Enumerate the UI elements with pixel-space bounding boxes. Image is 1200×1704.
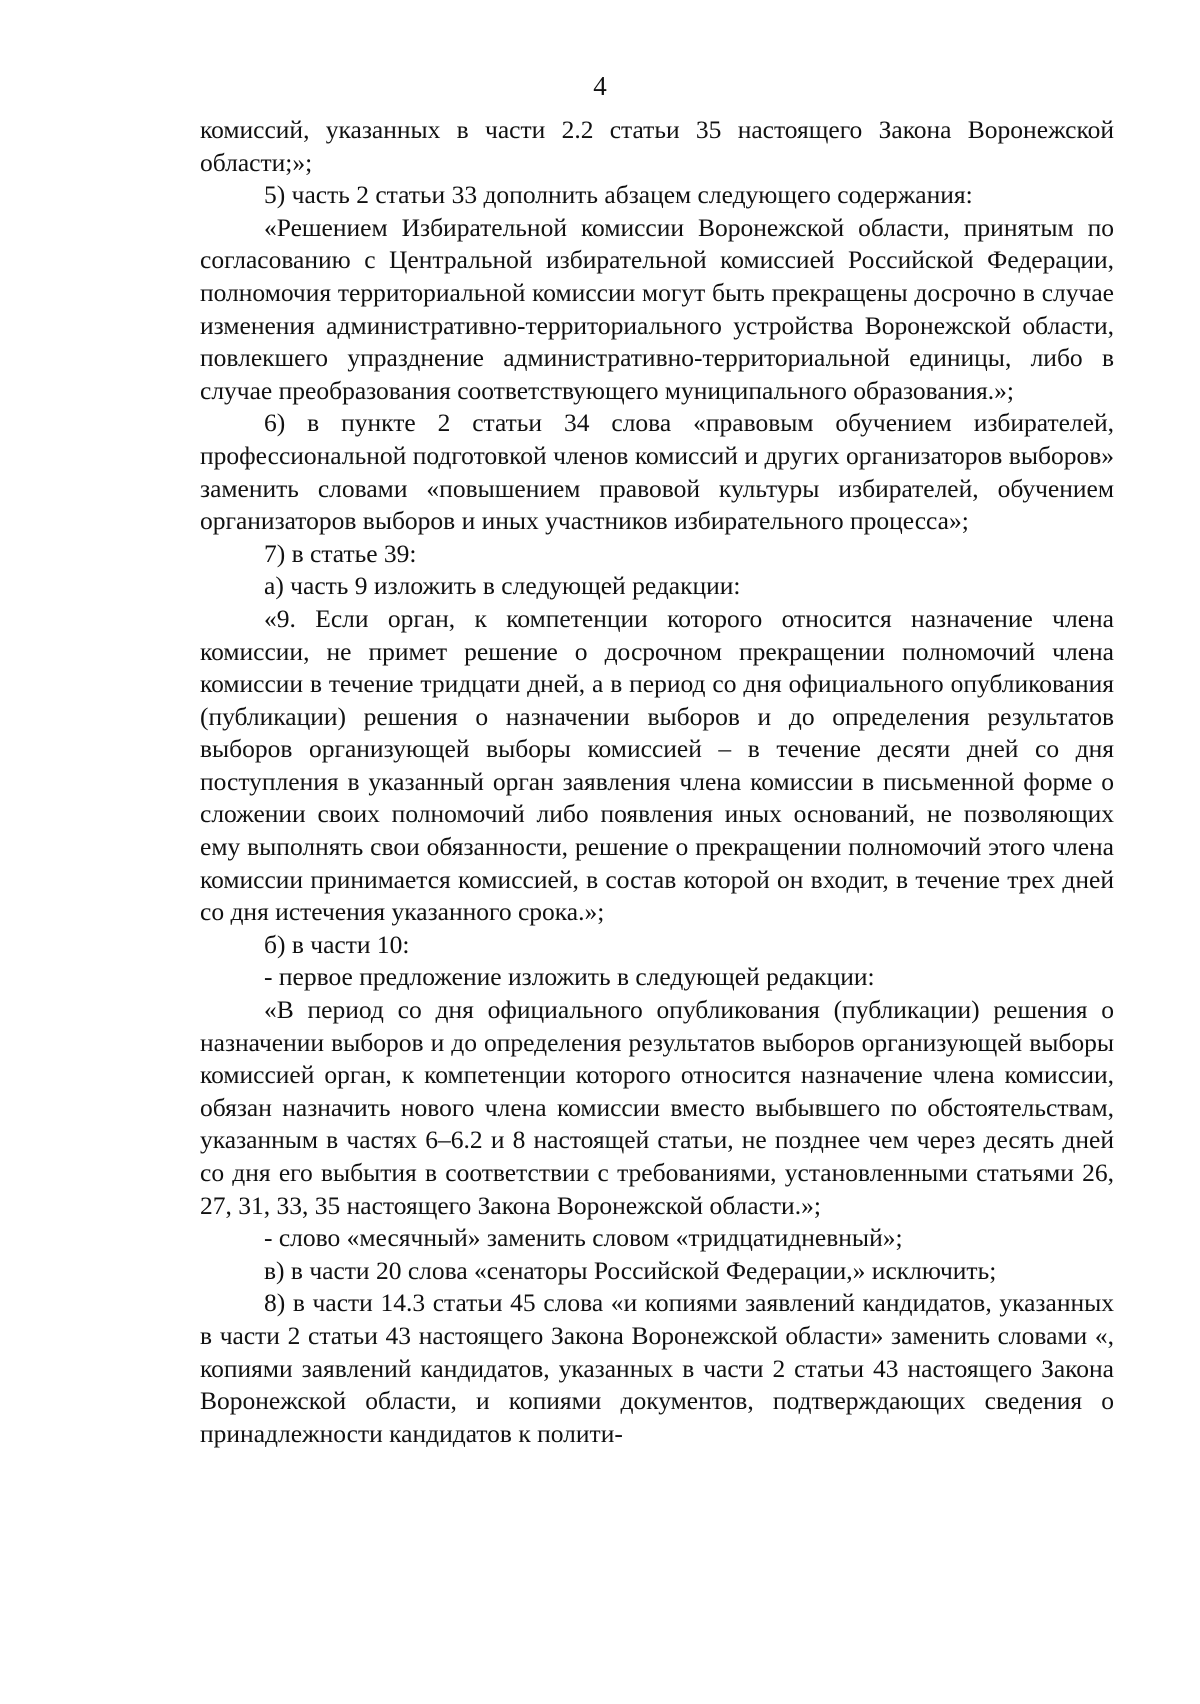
page-number: 4	[593, 71, 607, 101]
paragraph-item-7: 7) в статье 39:	[264, 538, 417, 568]
paragraph-subitem-b: б) в части 10:	[264, 929, 410, 959]
paragraph-quote-territorial-commission: «Решением Избирательной комиссии Воронежской области, принятым по согласованию с Центральной избирательной комиссией Российской Федерации, полномочия территориальной комиссии могут быть прекращены досрочно в случае изменения административно-территориального устройства Воронежской области, повлекшего упразднение административно-территориальной единицы, либо в случае преобразования соответствующего муниципального образования.»;	[200, 212, 1114, 405]
paragraph-subitem-v: в) в части 20 слова «сенаторы Российской Федерации,» исключить;	[264, 1255, 997, 1285]
paragraph-first-sentence: - первое предложение изложить в следующей редакции:	[264, 962, 875, 992]
law-text	[200, 114, 1114, 1450]
paragraph-item-6: 6) в пункте 2 статьи 34 слова «правовым обучением избирателей, профессиональной подготовкой членов комиссий и других организаторов выборов» заменить словами «повышением правовой культуры избирателей, обучением организаторов выборов и иных участников избирательного процесса»;	[200, 408, 1114, 536]
paragraph-item-8: 8) в части 14.3 статьи 45 слова «и копиями заявлений кандидатов, указанных в части 2 статьи 43 настоящего Закона Воронежской области» заменить словами «, копиями заявлений кандидатов, указанных в части 2 статьи 43 настоящего Закона Воронежской области, и копиями документов, подтверждающих сведения о принадлежности кандидатов к полити-	[200, 1288, 1114, 1448]
paragraph-quote-part-9: «9. Если орган, к компетенции которого относится назначение члена комиссии, не примет решение о досрочном прекращении полномочий члена комиссии в течение тридцати дней, а в период со дня официального опубликования (публикации) решения о назначении выборов и до определения результатов выборов организующей выборы комиссией – в течение десяти дней со дня поступления в указанный орган заявления члена комиссии в письменной форме о сложении своих полномочий либо появления иных оснований, не позволяющих ему выполнять свои обязанности, решение о прекращении полномочий этого члена комиссии принимается комиссией, в состав которой он входит, в течение трех дней со дня истечения указанного срока.»;	[200, 603, 1114, 927]
paragraph-word-replacement: - слово «месячный» заменить словом «тридцатидневный»;	[264, 1223, 903, 1253]
paragraph-quote-part-10: «В период со дня официального опубликования (публикации) решения о назначении выборов и до определения результатов выборов организующей выборы комиссией орган, к компетенции которого относится назначение члена комиссии, обязан назначить нового члена комиссии вместо выбывшего по обстоятельствам, указанным в частях 6–6.2 и 8 настоящей статьи, не позднее чем через десять дней со дня его выбытия в соответствии с требованиями, установленными статьями 26, 27, 31, 33, 35 настоящего Закона Воронежской области.»;	[200, 995, 1114, 1220]
paragraph-continuation: комиссий, указанных в части 2.2 статьи 35 настоящего Закона Воронежской области;»;	[200, 115, 1114, 177]
paragraph-subitem-a: а) часть 9 изложить в следующей редакции:	[264, 571, 741, 601]
paragraph-item-5: 5) часть 2 статьи 33 дополнить абзацем следующего содержания:	[264, 180, 973, 210]
